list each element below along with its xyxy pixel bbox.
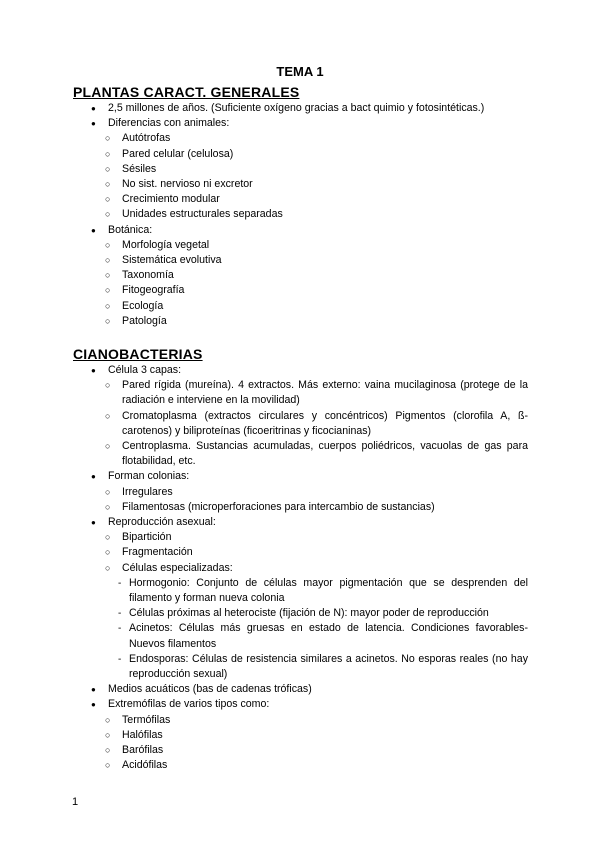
list-item-text: Pared celular (celulosa) [122,147,234,160]
list-item-text: Sésiles [122,162,157,175]
list-item-text: Autótrofas [122,132,171,145]
list-item-text: Fitogeografía [122,284,185,297]
circle-bullet-icon: ○ [105,209,111,220]
list-item [91,515,528,530]
list-item-text: Pared rígida (mureína). 4 extractos. Más externo: vaina mucilaginosa (protege de la radiación e interviene en la movilidad) [122,379,528,407]
dash-bullet-icon: - [118,608,122,620]
list-item [91,223,528,238]
list-item-text: Morfología vegetal [122,238,210,251]
list-item [105,131,528,146]
list-cianobacterias [0,363,600,773]
list-item-text: Filamentosas (microperforaciones para intercambio de sustancias) [122,500,435,513]
list-item [118,621,528,651]
list-item-text: Unidades estructurales separadas [122,208,283,221]
list-item [105,314,528,329]
list-item-text: Ecología [122,299,164,312]
list-item [105,192,528,207]
section-heading-cianobacterias: CIANOBACTERIAS [73,346,203,362]
circle-bullet-icon: ○ [105,562,111,573]
list-item-text: Células próximas al heterociste (fijación de N): mayor poder de reproducción [129,607,489,620]
list-item-text: Fragmentación [122,546,193,559]
list-item-text: Crecimiento modular [122,193,220,206]
list-item-text: Endosporas: Células de resistencia similares a acinetos. No esporas reales (no hay reproducción sexual) [129,652,528,681]
circle-bullet-icon: ○ [105,547,111,558]
bullet-icon: ● [91,119,96,129]
dash-bullet-icon: - [118,623,122,635]
circle-bullet-icon: ○ [105,532,111,543]
list-item-text: Reproducción asexual: [108,516,216,529]
list-item [105,207,528,222]
bullet-icon: ● [91,225,96,235]
list-item [91,469,528,484]
bullet-icon: ● [91,700,96,710]
list-item-text: Irregulares [122,485,173,498]
circle-bullet-icon: ○ [105,300,111,311]
list-item [105,743,528,758]
list-item [105,439,528,469]
page-number: 1 [72,796,79,808]
list-item [105,268,528,283]
circle-bullet-icon: ○ [105,133,111,144]
circle-bullet-icon: ○ [105,194,111,205]
list-item-text: Termófilas [122,713,171,726]
list-item [105,500,528,515]
list-item-text: Botánica: [108,223,153,236]
list-item-text: Extremófilas de varios tipos como: [108,698,270,711]
list-item-text: Medios acuáticos (bas de cadenas tróficas) [108,683,312,696]
circle-bullet-icon: ○ [105,163,111,174]
circle-bullet-icon: ○ [105,714,111,725]
list-item [118,576,528,606]
list-item [105,713,528,728]
circle-bullet-icon: ○ [105,486,111,497]
circle-bullet-icon: ○ [105,255,111,266]
list-item [91,116,528,131]
circle-bullet-icon: ○ [105,441,111,452]
list-item-text: 2,5 millones de años. (Suficiente oxígeno gracias a bact quimio y fotosintéticas.) [108,102,485,114]
list-item [91,101,528,116]
circle-bullet-icon: ○ [105,745,111,756]
list-item-text: Acinetos: Células más gruesas en estado de latencia. Condiciones favorables-Nuevos filamentos [129,622,528,650]
list-item-text: No sist. nervioso ni excretor [122,178,253,191]
list-item [118,606,528,621]
list-item-text: Acidófilas [122,759,168,772]
document-title: TEMA 1 [276,64,324,79]
circle-bullet-icon: ○ [105,410,111,421]
circle-bullet-icon: ○ [105,315,111,326]
list-item [91,363,528,378]
list-item [105,545,528,560]
section-heading-plantas: PLANTAS CARACT. GENERALES [73,84,300,100]
bullet-icon: ● [91,104,96,113]
list-item [105,378,528,408]
list-item [105,253,528,268]
list-item [105,530,528,545]
circle-bullet-icon: ○ [105,285,111,296]
list-item-text: Cromatoplasma (extractos circulares y concéntricos) Pigmentos (clorofila A, ß-carotenos) y biliproteínas (ficoeritrinas y ficocianinas) [122,409,528,437]
list-item [91,682,528,697]
list-item-text: Hormogonio: Conjunto de células mayor pigmentación que se desprenden del filamento y forman nueva colonia [129,576,528,605]
list-item [118,652,528,682]
bullet-icon: ● [91,472,96,482]
list-item-text: Barófilas [122,744,164,757]
list-item-text: Halófilas [122,728,163,741]
list-item-text: Bipartición [122,531,172,544]
list-item [105,238,528,253]
list-item [105,409,528,439]
list-item-text: Forman colonias: [108,470,190,483]
circle-bullet-icon: ○ [105,239,111,250]
circle-bullet-icon: ○ [105,501,111,512]
bullet-icon: ● [91,518,96,528]
list-item [105,299,528,314]
list-item [105,177,528,192]
circle-bullet-icon: ○ [105,729,111,740]
list-item [91,697,528,712]
dash-bullet-icon: - [118,653,122,665]
list-item [105,147,528,162]
list-item [105,283,528,298]
list-item-text: Diferencias con animales: [108,117,230,130]
circle-bullet-icon: ○ [105,270,111,281]
circle-bullet-icon: ○ [105,380,111,391]
list-item-text: Centroplasma. Sustancias acumuladas, cuerpos poliédricos, vacuolas de gas para flotabilidad, etc. [122,440,528,468]
list-item [105,162,528,177]
circle-bullet-icon: ○ [105,760,111,771]
bullet-icon: ● [91,366,96,375]
circle-bullet-icon: ○ [105,179,111,190]
list-plantas [0,101,600,329]
circle-bullet-icon: ○ [105,148,111,159]
dash-bullet-icon: - [118,577,122,589]
list-item-text: Patología [122,314,167,327]
list-item-text: Taxonomía [122,269,174,282]
list-item-text: Célula 3 capas: [108,364,182,376]
bullet-icon: ● [91,685,96,695]
list-item [105,485,528,500]
list-item [105,561,528,576]
list-item [105,728,528,743]
list-item-text: Células especializadas: [122,561,233,574]
list-item [105,758,528,773]
list-item-text: Sistemática evolutiva [122,254,222,267]
